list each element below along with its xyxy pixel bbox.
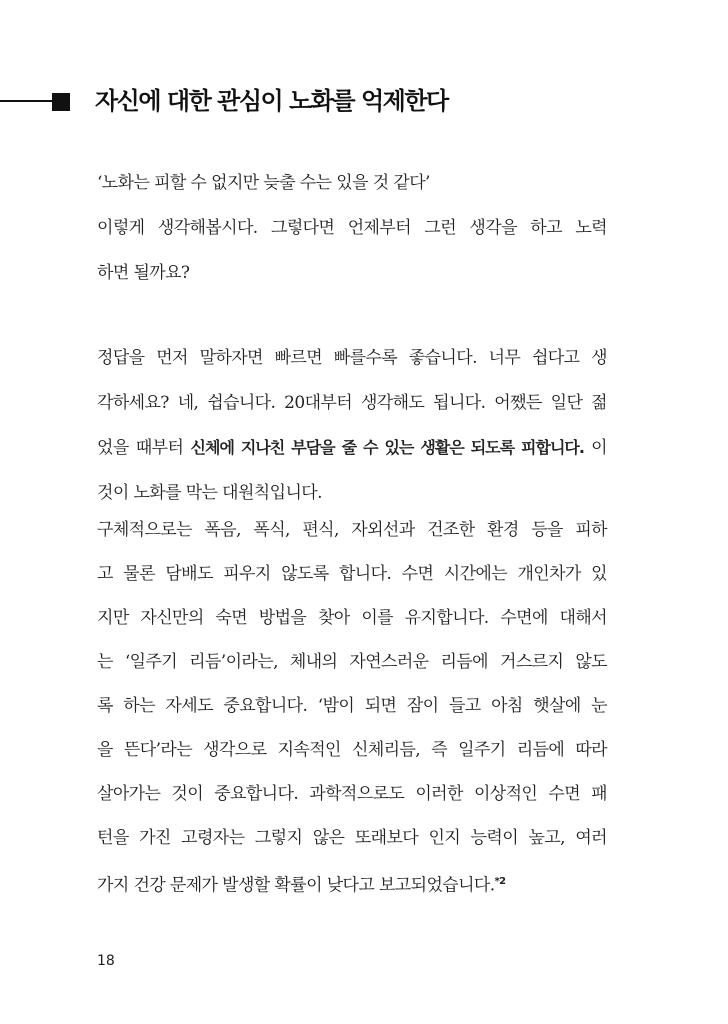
paragraph-3-line-8: 턴을 가진 고령자는 그렇지 않은 또래보다 인지 능력이 높고, 여러 xyxy=(97,828,607,848)
emphasis-text: 신체에 지나친 부담을 줄 수 있는 생활은 되도록 피합니다. xyxy=(190,438,584,457)
line-text-tail: 이 xyxy=(583,438,607,458)
paragraph-3-line-1: 구체적으로는 폭음, 폭식, 편식, 자외선과 건조한 환경 등을 피하 xyxy=(97,520,607,540)
paragraph-3-line-6: 을 뜬다’라는 생각으로 지속적인 신체리듬, 즉 일주기 리듬에 따라 xyxy=(97,740,607,760)
paragraph-3-line-9 xyxy=(97,871,506,897)
paragraph-1-line-1: ‘노화는 피할 수 없지만 늦출 수는 있을 것 같다’ xyxy=(97,173,430,193)
paragraph-1-line-3: 하면 될까요? xyxy=(97,263,190,283)
paragraph-3-line-7: 살아가는 것이 중요합니다. 과학적으로도 이러한 이상적인 수면 패 xyxy=(97,784,607,804)
line-text: 었을 때부터 xyxy=(97,438,191,458)
paragraph-2-line-3 xyxy=(97,437,607,459)
paragraph-3-line-2: 고 물론 담배도 피우지 않도록 합니다. 수면 시간에는 개인차가 있 xyxy=(97,564,607,584)
page-number: 18 xyxy=(97,953,115,969)
section-heading xyxy=(0,87,700,115)
paragraph-3-line-5: 록 하는 자세도 중요합니다. ‘밤이 되면 잠이 들고 아침 햇살에 눈 xyxy=(97,696,607,716)
footnote-mark: *2 xyxy=(494,876,506,887)
section-title: 자신에 대한 관심이 노화를 억제한다 xyxy=(95,87,448,115)
paragraph-1-line-2: 이렇게 생각해봅시다. 그렇다면 언제부터 그런 생각을 하고 노력 xyxy=(97,218,607,238)
paragraph-2-line-2: 각하세요? 네, 쉽습니다. 20대부터 생각해도 됩니다. 어쨌든 일단 젊 xyxy=(97,393,607,413)
paragraph-2-line-4: 것이 노화를 막는 대원칙입니다. xyxy=(97,483,322,503)
paragraph-3-line-4: 는 ‘일주기 리듬’이라는, 체내의 자연스러운 리듬에 거스르지 않도 xyxy=(97,652,607,672)
line-text: 가지 건강 문제가 발생할 확률이 낮다고 보고되었습니다. xyxy=(97,875,495,896)
heading-square-icon xyxy=(52,93,70,111)
heading-rule-line xyxy=(0,100,52,102)
paragraph-3-line-3: 지만 자신만의 숙면 방법을 찾아 이를 유지합니다. 수면에 대해서 xyxy=(97,608,607,628)
paragraph-2-line-1: 정답을 먼저 말하자면 빠르면 빠를수록 좋습니다. 너무 쉽다고 생 xyxy=(97,348,607,368)
